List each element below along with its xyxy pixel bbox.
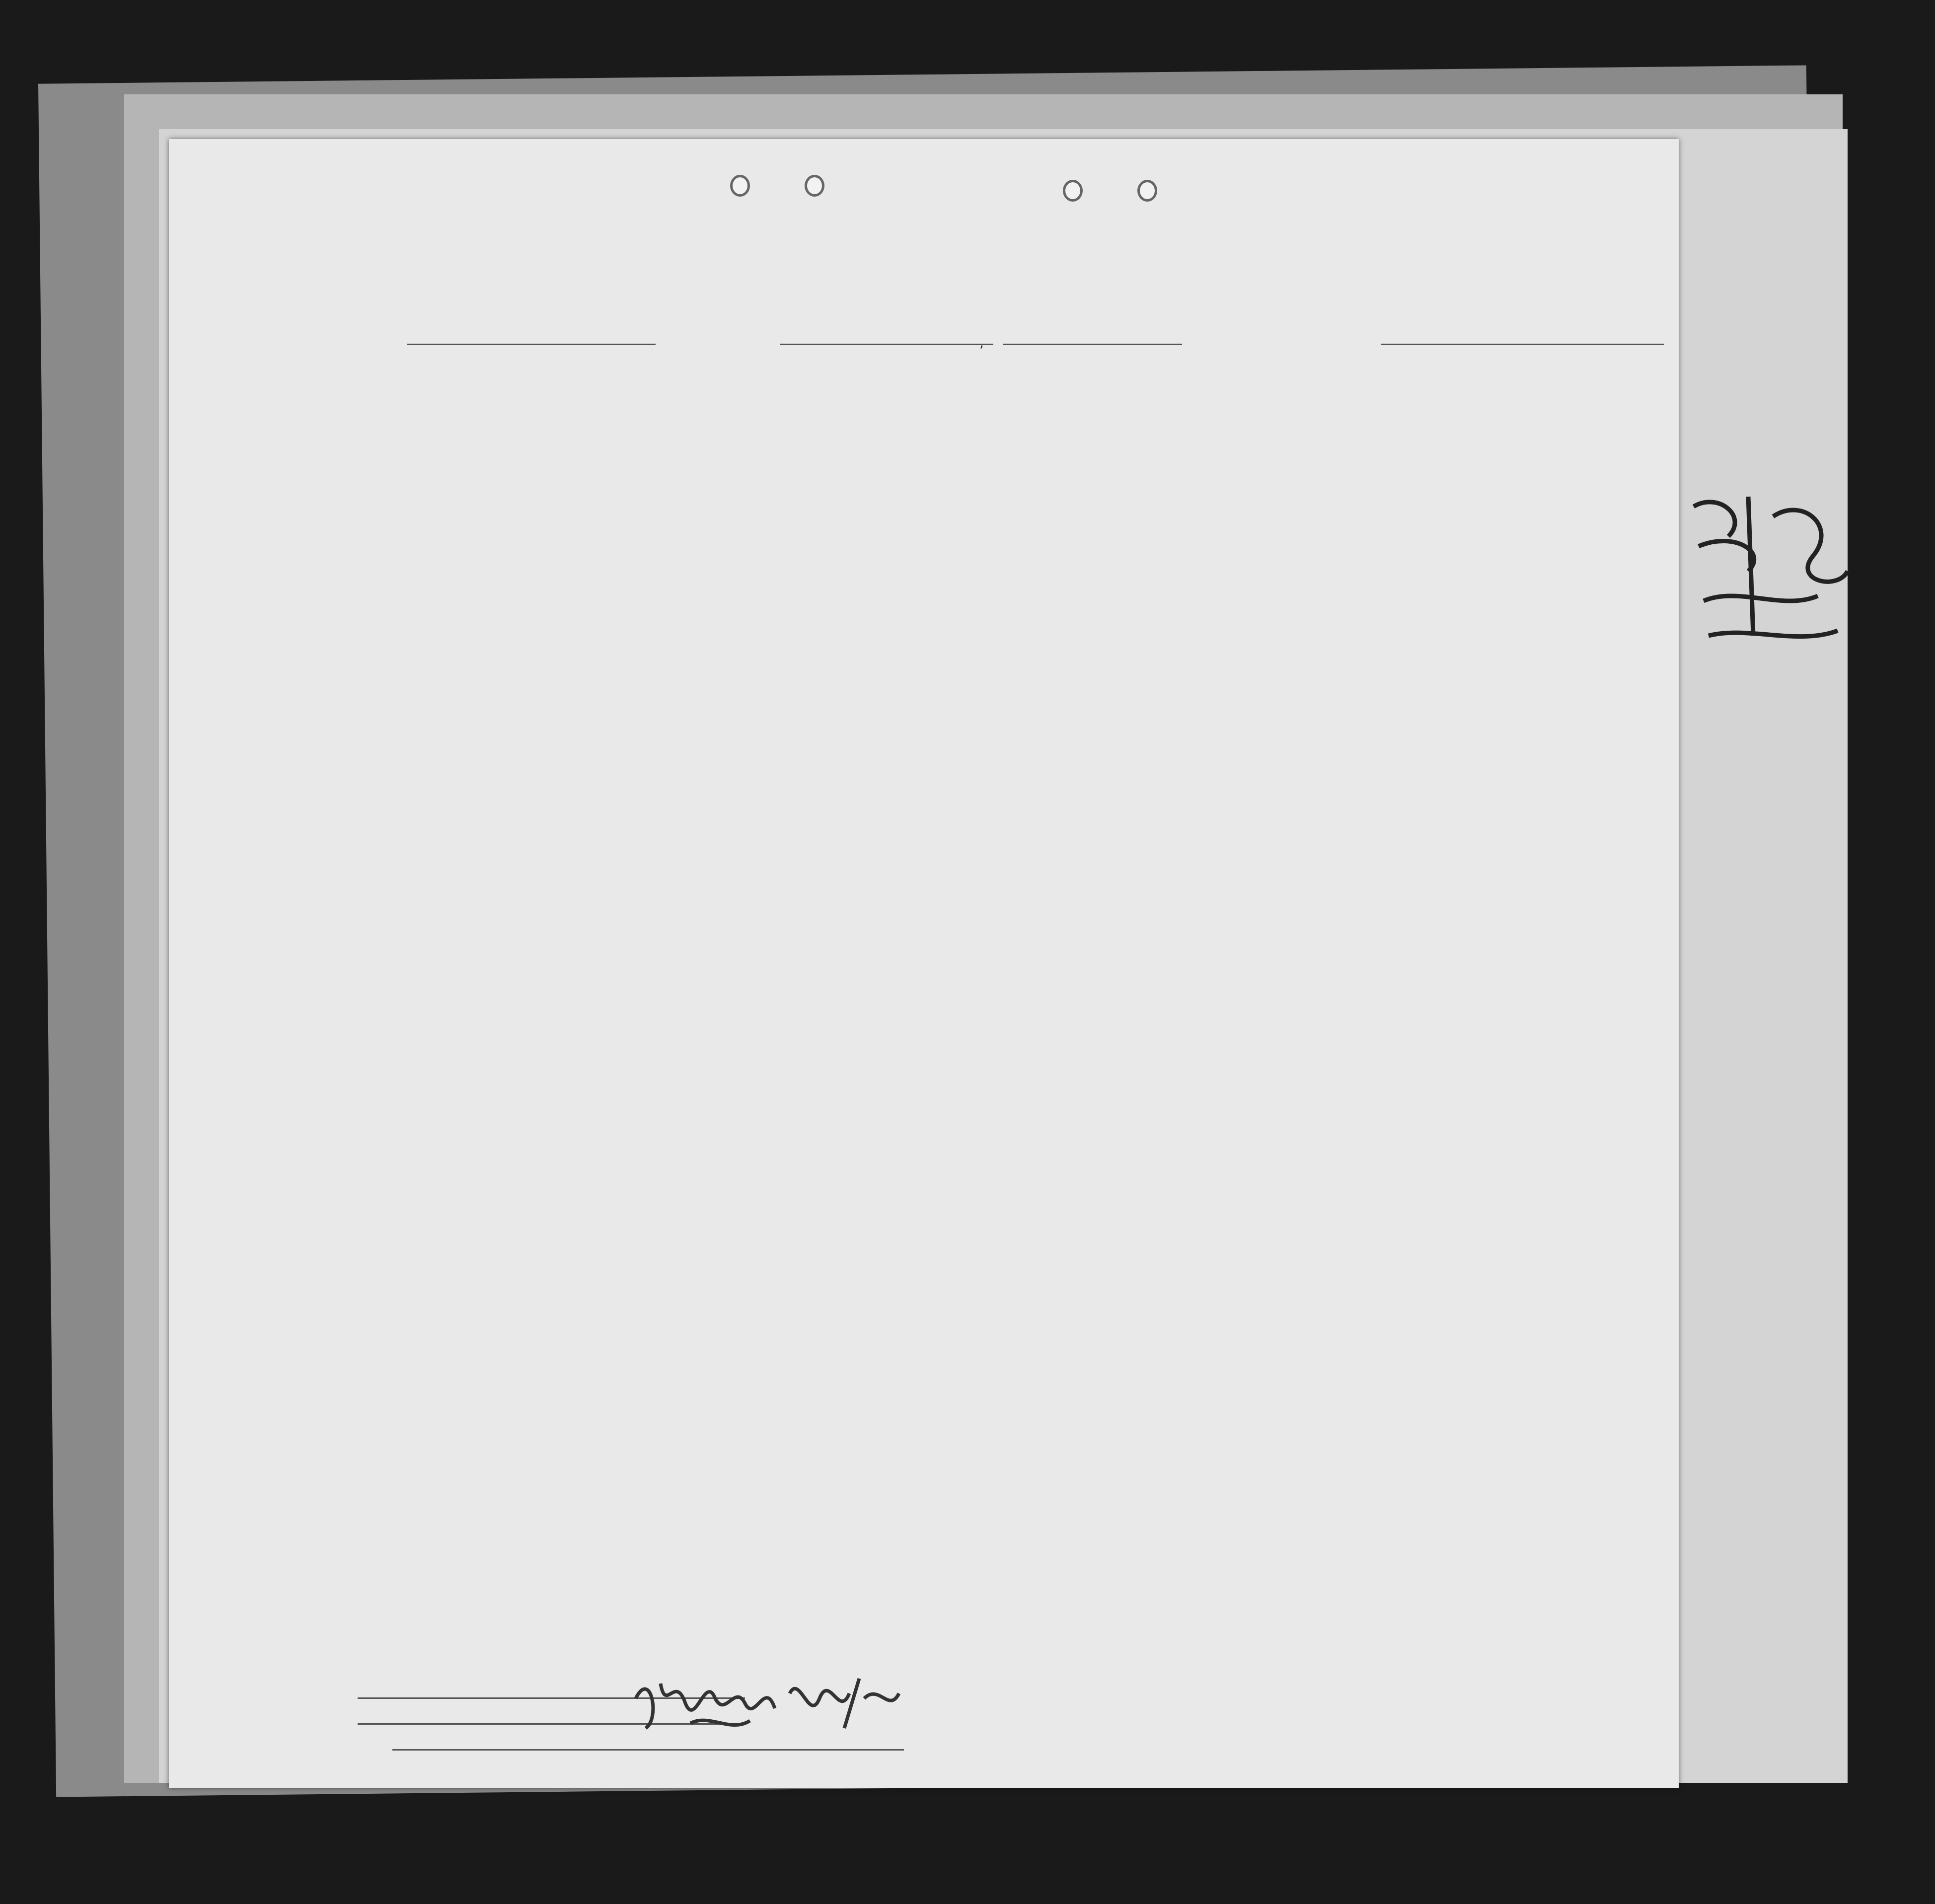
fill-underline (392, 1749, 904, 1751)
margin-handwriting (1689, 487, 1858, 656)
comma: , (978, 338, 985, 350)
handwritten-signature (631, 1654, 909, 1738)
manifest-grid (169, 139, 1679, 1788)
manifest-sheet (169, 139, 1679, 1788)
